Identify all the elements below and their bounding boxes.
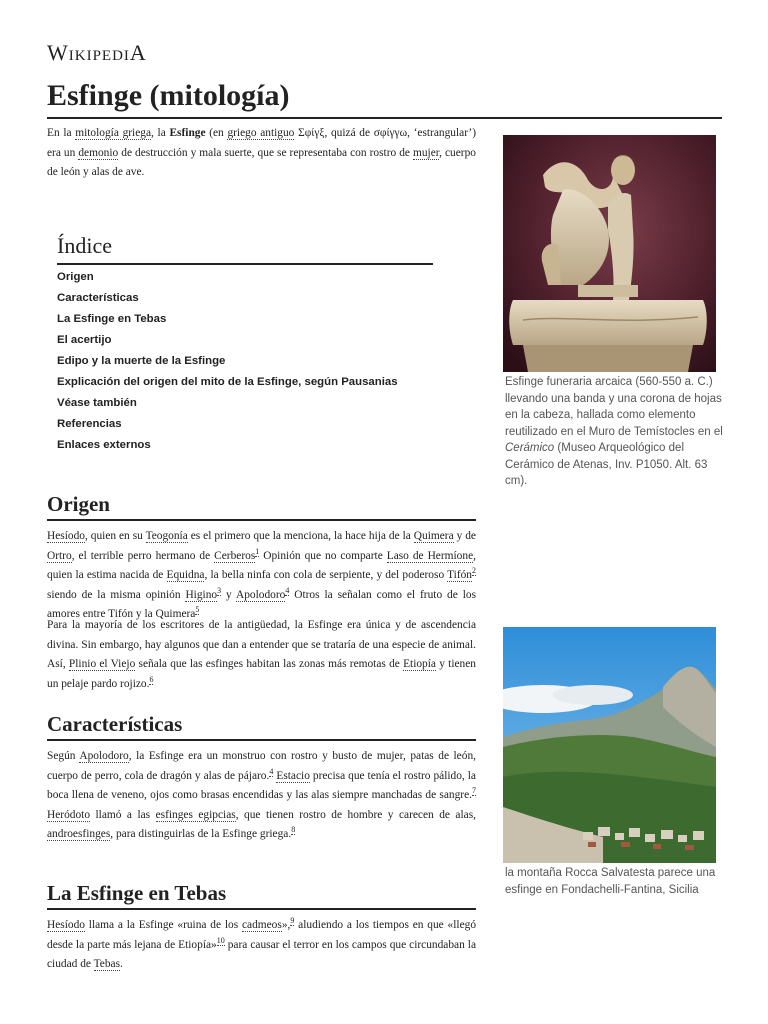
link-plinio-el-viejo[interactable]: Plinio el Viejo [68,658,136,670]
toc-item-origen[interactable]: Origen [57,271,94,283]
toc-item-enlaces-externos[interactable]: Enlaces externos [57,439,151,451]
toc-item-caracteristicas[interactable]: Características [57,292,139,304]
heading-caracteristicas: Características [47,712,183,736]
link-esfinges-egipcias[interactable]: esfinges egipcias [155,808,236,821]
rocca-salvatesta-image[interactable] [503,627,716,863]
logo-letter-a: A [129,40,147,65]
ref-4b[interactable]: 4 [269,766,274,776]
toc-item-acertijo[interactable]: El acertijo [57,334,112,346]
page-title: Esfinge (mitología) [47,79,290,112]
ref-8[interactable]: 8 [291,825,296,835]
link-mitologia-griega[interactable]: mitología griega [75,127,152,139]
caracteristicas-paragraph: Según Apolodoro, la Esfinge era un monstruo con rostro y busto de mujer, patas de león, cuerpo de perro, cola de dragón y alas de pájaro.$^4$ Estacio precisa que tenía el rostro pálido, la boca llena de veneno, ojos como brasas encendidas y las alas siempre manchadas de sangre.$^7$ Heródoto llamó a las esfinges egipcias, que tienen rostro de hombre y carecen de alas, androesfinges, para distinguirlas de la Esfinge griega.$^8$ [47,750,476,840]
toc-item-referencias[interactable]: Referencias [57,418,122,430]
term-esfinge: Esfinge [169,127,206,139]
link-teogonia[interactable]: Teogonía [145,530,188,542]
ref-9[interactable]: 9 [290,916,295,926]
link-griego-antiguo[interactable]: griego antiguo [227,127,295,139]
sphinx-statue-illustration [503,135,716,372]
link-laso-de-hermione[interactable]: Laso de Hermíone [386,549,474,562]
toc-item-explicacion[interactable]: Explicación del origen del mito de la Esfinge, según Pausanias [57,376,398,388]
link-herodoto[interactable]: Heródoto [47,808,91,821]
toc-item-vease-tambien[interactable]: Véase también [57,397,137,409]
wikipedia-logo[interactable] [47,40,147,66]
link-cadmeos[interactable]: cadmeos [241,919,282,931]
heading-origen: Origen [47,492,110,516]
logo-letter-w: W [47,40,69,65]
link-hesiodo-2[interactable]: Hesíodo [47,919,85,931]
heading-tebas-divider [47,908,476,910]
link-tebas[interactable]: Tebas [93,958,121,970]
link-etiopia[interactable]: Etiopía [403,658,436,670]
link-androesfinges[interactable]: androesfinges [47,828,111,840]
toc-heading: Índice [57,233,112,258]
link-mujer[interactable]: mujer [413,146,440,159]
mountain-landscape-illustration [503,627,716,863]
heading-caracteristicas-divider [47,739,476,741]
origen-paragraph-2: Para la mayoría de los escritores de la antigüedad, la Esfinge era única y de ascendencia divina. Sin embargo, hay algunos que dan a entender que se trataría de una especie de animal. Así, Plinio el Viejo señala que las esfinges habitan las zonas más remotas de Etiopía y tienen un pelaje pardo rojizo.$^6$ [47,619,476,690]
title-divider [47,117,722,119]
rocca-salvatesta-caption: la montaña Rocca Salvatesta parece una esfinge en Fondachelli-Fantina, Sicilia [505,867,716,896]
heading-esfinge-tebas: La Esfinge en Tebas [47,881,227,905]
logo-letters: ikipedi [68,40,130,65]
tebas-paragraph: Hesíodo llama a la Esfinge «ruina de los cadmeos»,$^9$ aludiendo a los tiempos en que «llegó desde la parte más lejana de Etiopía»$^{10}$ para causar el terror en los campos que circundaban la ciudad de Tebas. [47,916,477,970]
ref-3[interactable]: 3 [217,585,222,595]
link-demonio[interactable]: demonio [78,146,119,159]
link-ortro[interactable]: Ortro [47,549,72,562]
ref-5[interactable]: 5 [195,605,200,615]
ref-7[interactable]: 7 [472,786,476,796]
link-cerberos[interactable]: Cerberos [214,549,256,562]
link-equidna[interactable]: Equidna [166,569,205,581]
link-higino[interactable]: Higino [185,588,218,601]
sphinx-statue-caption: Esfinge funeraria arcaica (560-550 a. C.) llevando una banda y una corona de hojas en la cabeza, hallada como elemento reutilizado en el Muro de Temístocles en el Cerámico (Museo Arqueológico del Cerámico de Atenas, Inv. P1050. Alt. 63 cm). [505,376,723,487]
intro-paragraph: En la mitología griega, la Esfinge (en griego antiguo Σφίγξ, quizá de σφίγγω, ‘estrangular’) era un demonio de destrucción y mala suerte, que se representaba con rostro de mujer, cuerpo de león y alas de ave. [47,127,477,178]
heading-origen-divider [47,519,476,521]
origen-paragraph-1: Hesíodo, quien en su Teogonía es el primero que la menciona, la hace hija de la Quimera y de Ortro, el terrible perro hermano de Cerberos$^1$ Opinión que no comparte Laso de Hermíone, quien la estima nacida de Equidna, la bella ninfa con cola de serpiente, y del poderoso Tifón$^2$ siendo de la misma opinión Higino$^3$ y Apolodoro$^4$ Otros la señalan como el fruto de los amores entre Tifón y la Quimera$^5$ [47,530,476,620]
ref-6[interactable]: 6 [149,674,154,684]
link-quimera[interactable]: Quimera [413,530,454,542]
link-apolodoro-2[interactable]: Apolodoro [79,750,129,762]
ref-10[interactable]: 10 [216,935,225,945]
ref-4[interactable]: 4 [285,585,290,595]
link-apolodoro[interactable]: Apolodoro [235,588,286,601]
ref-2[interactable]: 2 [472,566,476,576]
table-of-contents [57,269,398,458]
link-hesiodo[interactable]: Hesíodo [47,530,85,542]
toc-divider [57,263,433,265]
link-tifon[interactable]: Tifón [447,569,472,581]
ref-1[interactable]: 1 [255,546,260,556]
toc-item-edipo[interactable]: Edipo y la muerte de la Esfinge [57,355,226,367]
toc-item-esfinge-tebas[interactable]: La Esfinge en Tebas [57,313,167,325]
link-estacio[interactable]: Estacio [276,769,310,782]
sphinx-statue-image[interactable] [503,135,716,372]
